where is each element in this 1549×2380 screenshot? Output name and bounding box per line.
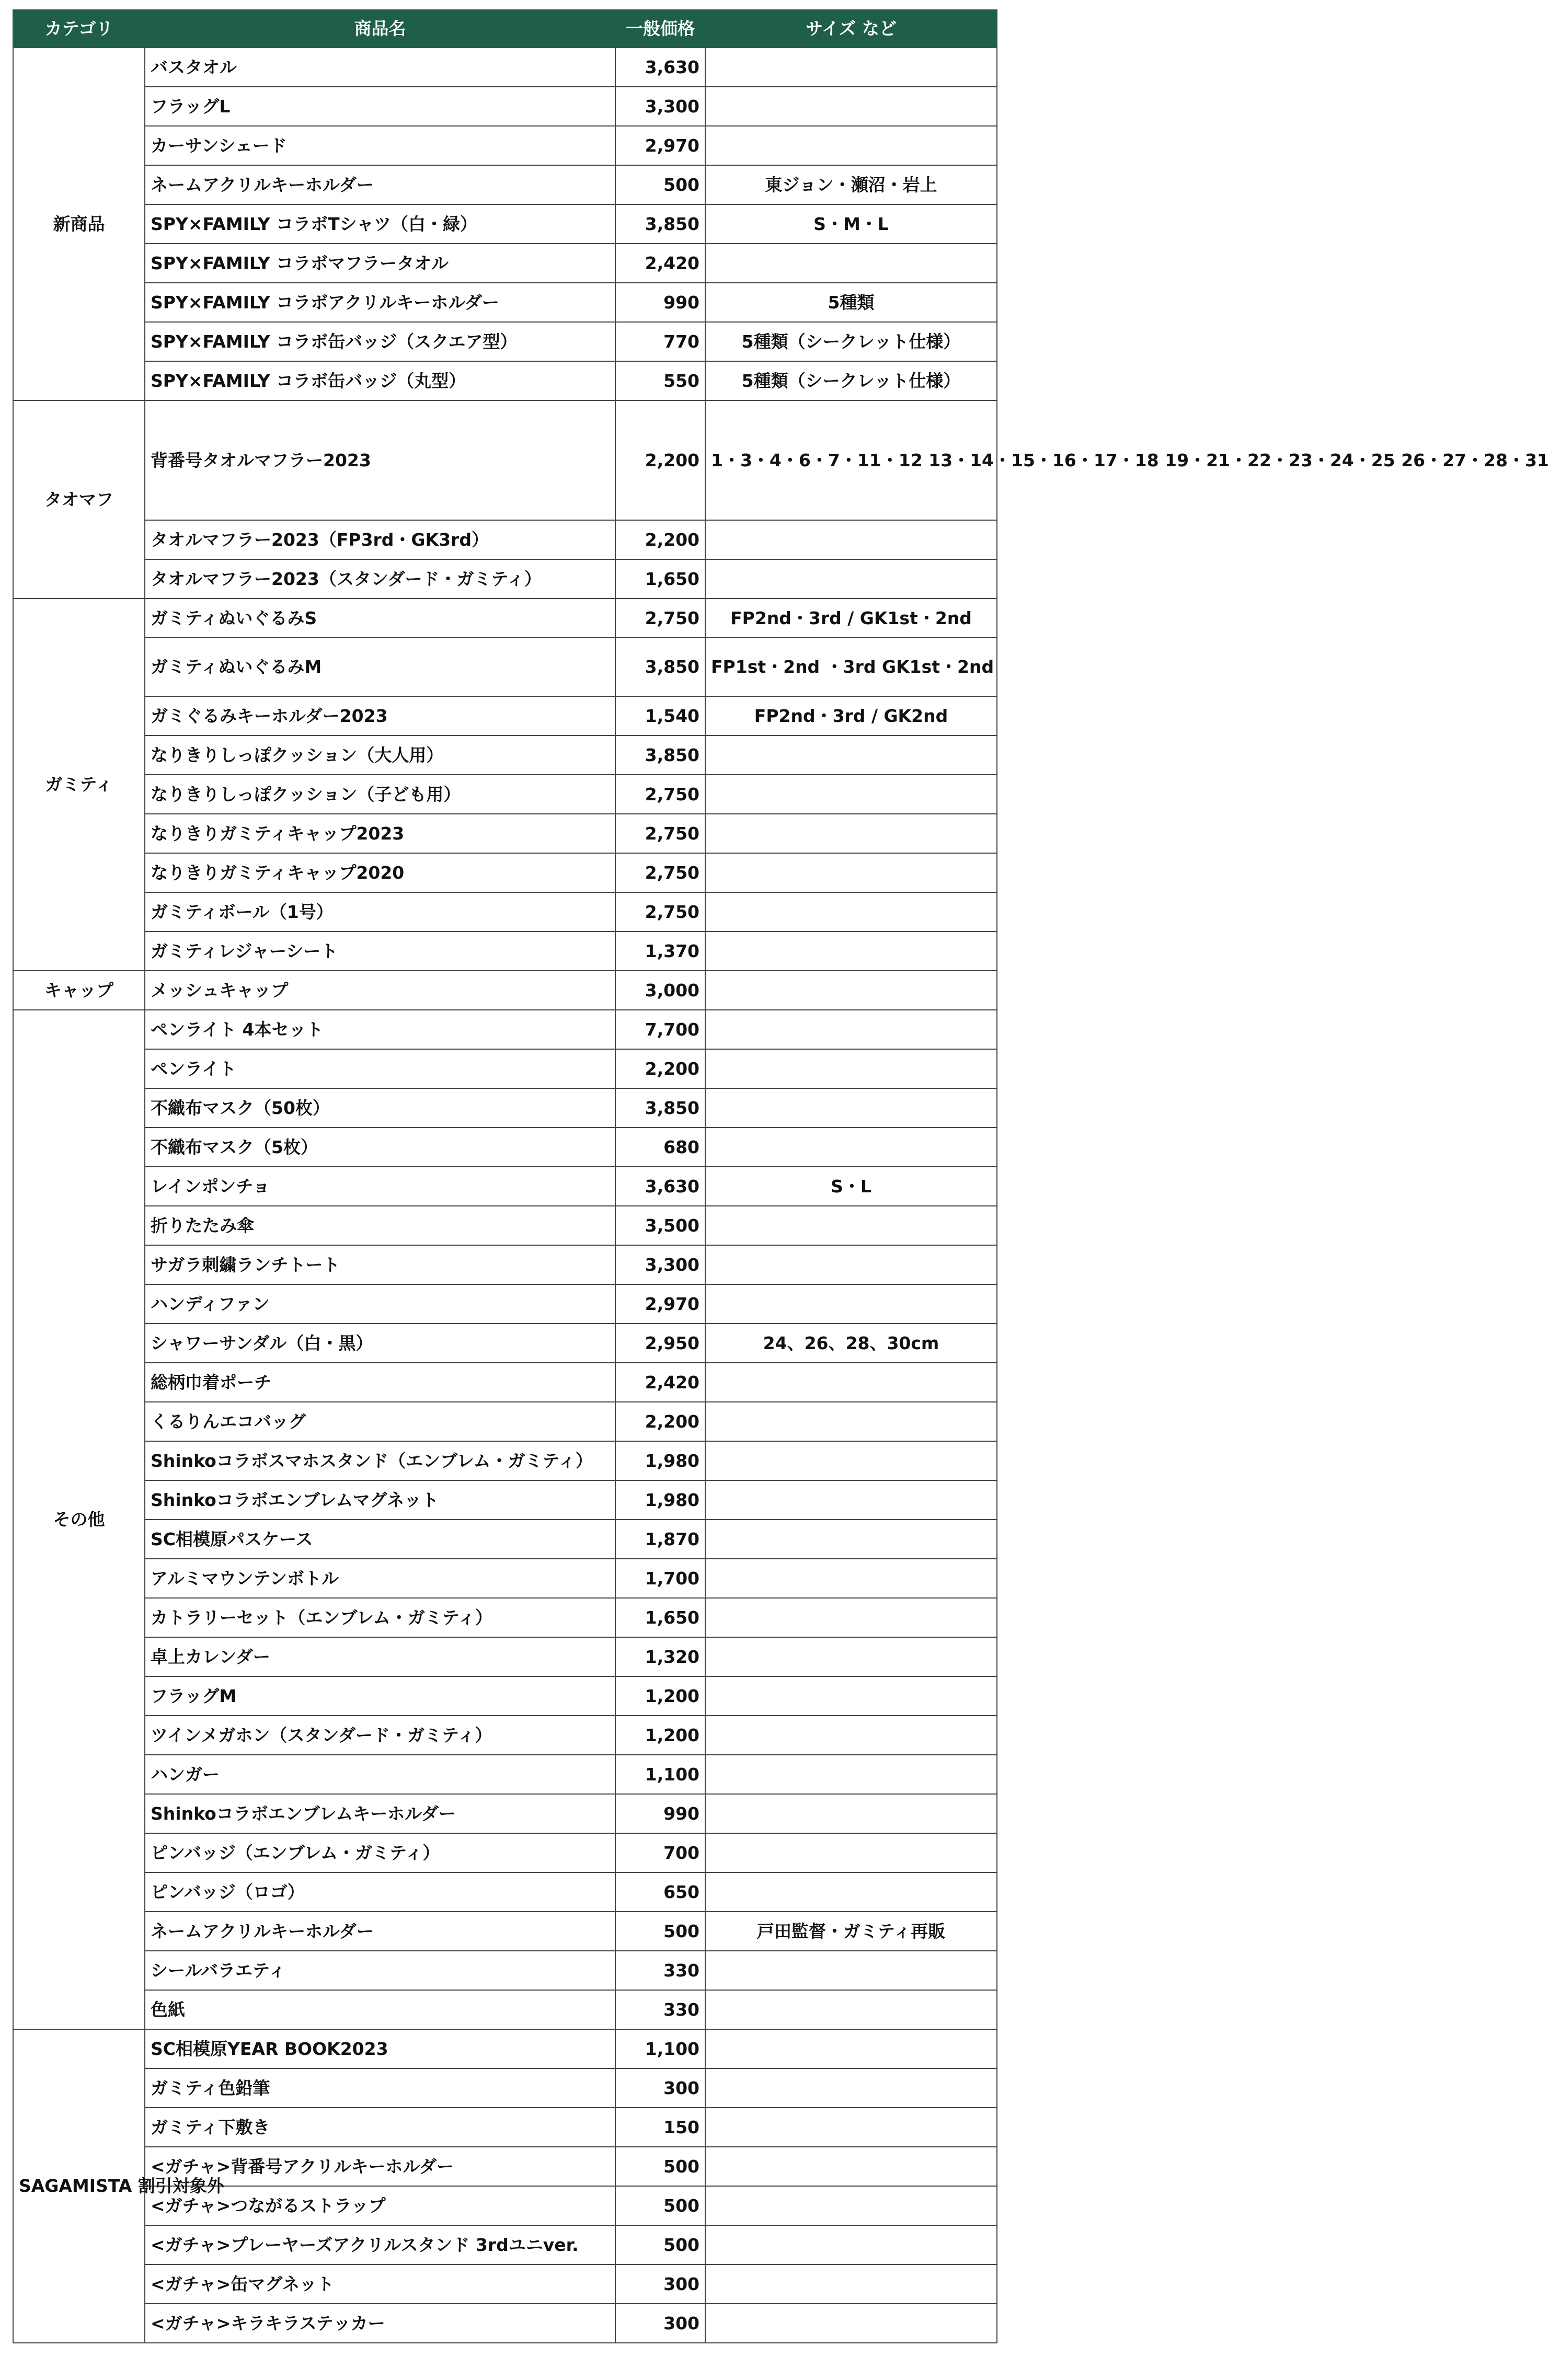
product-name-cell: ガミぐるみキーホルダー2023	[145, 696, 615, 735]
table-row	[13, 1049, 997, 1088]
table-row	[13, 559, 997, 599]
price-cell: 700	[615, 1833, 705, 1872]
product-name-cell: 不織布マスク（5枚）	[145, 1128, 615, 1167]
size-cell	[705, 559, 997, 599]
category-cell: キャップ	[13, 971, 145, 1010]
table-row	[13, 1088, 997, 1128]
price-cell: 500	[615, 2147, 705, 2186]
table-row	[13, 2029, 997, 2068]
size-cell: S・M・L	[705, 204, 997, 244]
table-row	[13, 2225, 997, 2264]
size-cell	[705, 1794, 997, 1833]
price-cell: 3,850	[615, 638, 705, 696]
price-cell: 2,970	[615, 126, 705, 165]
table-row	[13, 775, 997, 814]
price-cell: 500	[615, 2186, 705, 2225]
price-cell: 1,700	[615, 1559, 705, 1598]
product-name-cell: ピンバッジ（エンブレム・ガミティ）	[145, 1833, 615, 1872]
table-row	[13, 322, 997, 361]
product-name-cell: フラッグL	[145, 87, 615, 126]
price-cell: 2,200	[615, 520, 705, 559]
price-cell: 1,100	[615, 2029, 705, 2068]
size-cell	[705, 1128, 997, 1167]
price-cell: 1,100	[615, 1755, 705, 1794]
table-row	[13, 1951, 997, 1990]
product-name-cell: 卓上カレンダー	[145, 1637, 615, 1676]
price-cell: 2,200	[615, 1402, 705, 1441]
product-name-cell: SC相模原パスケース	[145, 1520, 615, 1559]
table-row	[13, 853, 997, 892]
price-cell: 500	[615, 165, 705, 204]
size-cell	[705, 2225, 997, 2264]
table-row	[13, 1794, 997, 1833]
table-row	[13, 1912, 997, 1951]
price-cell: 990	[615, 1794, 705, 1833]
header-price: 一般価格	[615, 10, 705, 48]
size-cell	[705, 244, 997, 283]
size-cell	[705, 1402, 997, 1441]
size-cell	[705, 1245, 997, 1284]
price-list-table	[13, 9, 1549, 2343]
product-name-cell: ガミティ色鉛筆	[145, 2068, 615, 2108]
price-cell: 3,850	[615, 1088, 705, 1128]
table-row	[13, 2304, 997, 2343]
product-name-cell: <ガチャ>缶マグネット	[145, 2264, 615, 2304]
table-row	[13, 599, 997, 638]
table-body	[13, 48, 1549, 2343]
size-cell	[705, 87, 997, 126]
price-cell: 330	[615, 1990, 705, 2029]
table-row	[13, 1872, 997, 1912]
table-row	[13, 1676, 997, 1716]
table-row	[13, 1480, 997, 1520]
price-cell: 2,750	[615, 892, 705, 932]
category-cell: タオマフ	[13, 400, 145, 599]
size-cell	[705, 1951, 997, 1990]
product-name-cell: ハンガー	[145, 1755, 615, 1794]
product-name-cell: Shinkoコラボエンブレムキーホルダー	[145, 1794, 615, 1833]
price-cell: 1,320	[615, 1637, 705, 1676]
size-cell: FP2nd・3rd / GK1st・2nd	[705, 599, 997, 638]
product-name-cell: アルミマウンテンボトル	[145, 1559, 615, 1598]
product-name-cell: SPY×FAMILY コラボアクリルキーホルダー	[145, 283, 615, 322]
table-row	[13, 1010, 997, 1049]
size-cell	[705, 520, 997, 559]
size-cell	[705, 1559, 997, 1598]
size-cell: FP2nd・3rd / GK2nd	[705, 696, 997, 735]
table-row	[13, 520, 997, 559]
product-name-cell: くるりんエコバッグ	[145, 1402, 615, 1441]
header-category: カテゴリ	[13, 10, 145, 48]
price-cell: 1,200	[615, 1676, 705, 1716]
price-cell: 3,000	[615, 971, 705, 1010]
product-name-cell: サガラ刺繍ランチトート	[145, 1245, 615, 1284]
product-name-cell: カーサンシェード	[145, 126, 615, 165]
header-name: 商品名	[145, 10, 615, 48]
product-name-cell: バスタオル	[145, 48, 615, 87]
size-cell: 5種類	[705, 283, 997, 322]
product-name-cell: SPY×FAMILY コラボ缶バッジ（丸型）	[145, 361, 615, 400]
size-cell	[705, 2264, 997, 2304]
product-name-cell: ガミティ下敷き	[145, 2108, 615, 2147]
product-name-cell: なりきりしっぽクッション（子ども用）	[145, 775, 615, 814]
table-row	[13, 165, 997, 204]
price-cell: 500	[615, 1912, 705, 1951]
price-cell: 330	[615, 1951, 705, 1990]
size-cell	[705, 2304, 997, 2343]
size-cell	[705, 775, 997, 814]
product-name-cell: なりきりガミティキャップ2023	[145, 814, 615, 853]
product-name-cell: <ガチャ>キラキラステッカー	[145, 2304, 615, 2343]
size-cell	[705, 853, 997, 892]
product-name-cell: ツインメガホン（スタンダード・ガミティ）	[145, 1716, 615, 1755]
size-cell: 5種類（シークレット仕様）	[705, 322, 997, 361]
product-name-cell: <ガチャ>プレーヤーズアクリルスタンド 3rdユニver.	[145, 2225, 615, 2264]
size-cell	[705, 1833, 997, 1872]
price-cell: 990	[615, 283, 705, 322]
price-cell: 680	[615, 1128, 705, 1167]
product-name-cell: ペンライト 4本セット	[145, 1010, 615, 1049]
price-cell: 1,370	[615, 932, 705, 971]
size-cell	[705, 2186, 997, 2225]
table-row	[13, 1167, 997, 1206]
size-cell	[705, 1872, 997, 1912]
product-name-cell: メッシュキャップ	[145, 971, 615, 1010]
price-cell: 3,630	[615, 48, 705, 87]
product-name-cell: Shinkoコラボエンブレムマグネット	[145, 1480, 615, 1520]
size-cell	[705, 892, 997, 932]
table-row	[13, 400, 997, 520]
product-name-cell: ガミティレジャーシート	[145, 932, 615, 971]
table-row	[13, 1716, 997, 1755]
size-cell	[705, 1676, 997, 1716]
product-name-cell: ネームアクリルキーホルダー	[145, 165, 615, 204]
table-header	[13, 10, 997, 48]
size-cell: 戸田監督・ガミティ再販	[705, 1912, 997, 1951]
header-size: サイズ など	[705, 10, 997, 48]
product-name-cell: 背番号タオルマフラー2023	[145, 400, 615, 520]
product-name-cell: カトラリーセット（エンブレム・ガミティ）	[145, 1598, 615, 1637]
size-cell	[705, 1520, 997, 1559]
size-cell: 24、26、28、30cm	[705, 1324, 997, 1363]
price-cell: 1,870	[615, 1520, 705, 1559]
price-cell: 3,850	[615, 204, 705, 244]
table-row	[13, 1324, 997, 1363]
price-cell: 3,300	[615, 87, 705, 126]
product-name-cell: ピンバッジ（ロゴ）	[145, 1872, 615, 1912]
price-cell: 1,540	[615, 696, 705, 735]
price-cell: 2,750	[615, 853, 705, 892]
price-cell: 500	[615, 2225, 705, 2264]
table-row	[13, 87, 997, 126]
price-cell: 3,850	[615, 735, 705, 775]
table-row	[13, 1284, 997, 1324]
table-row	[13, 361, 997, 400]
price-cell: 3,500	[615, 1206, 705, 1245]
price-cell: 7,700	[615, 1010, 705, 1049]
table-row	[13, 244, 997, 283]
table-row	[13, 1245, 997, 1284]
product-name-cell: 総柄巾着ポーチ	[145, 1363, 615, 1402]
table-row	[13, 1520, 997, 1559]
size-cell	[705, 1480, 997, 1520]
table-row	[13, 1833, 997, 1872]
product-name-cell: 色紙	[145, 1990, 615, 2029]
table-row	[13, 1402, 997, 1441]
size-cell: 東ジョン・瀬沼・岩上	[705, 165, 997, 204]
table-row	[13, 1598, 997, 1637]
size-cell: 1・3・4・6・7・11・12 13・14・15・16・17・18 19・21・22・23・24・25 26・27・28・31	[705, 400, 997, 520]
table-row	[13, 1637, 997, 1676]
price-cell: 150	[615, 2108, 705, 2147]
size-cell	[705, 2147, 997, 2186]
size-cell	[705, 814, 997, 853]
price-cell: 2,950	[615, 1324, 705, 1363]
price-cell: 1,980	[615, 1441, 705, 1480]
price-cell: 1,650	[615, 1598, 705, 1637]
product-name-cell: Shinkoコラボスマホスタンド（エンブレム・ガミティ）	[145, 1441, 615, 1480]
table-row	[13, 1206, 997, 1245]
table-row	[13, 126, 997, 165]
price-cell: 300	[615, 2304, 705, 2343]
price-cell: 1,650	[615, 559, 705, 599]
size-cell	[705, 1284, 997, 1324]
table-row	[13, 1441, 997, 1480]
size-cell	[705, 2068, 997, 2108]
product-name-cell: ガミティぬいぐるみS	[145, 599, 615, 638]
product-name-cell: SPY×FAMILY コラボTシャツ（白・緑）	[145, 204, 615, 244]
table-row	[13, 892, 997, 932]
category-cell: その他	[13, 1010, 145, 2029]
price-cell: 3,630	[615, 1167, 705, 1206]
table-row	[13, 2068, 997, 2108]
product-name-cell: なりきりガミティキャップ2020	[145, 853, 615, 892]
price-cell: 770	[615, 322, 705, 361]
table-row	[13, 283, 997, 322]
product-name-cell: ネームアクリルキーホルダー	[145, 1912, 615, 1951]
table-row	[13, 204, 997, 244]
price-cell: 300	[615, 2068, 705, 2108]
product-name-cell: シールバラエティ	[145, 1951, 615, 1990]
product-name-cell: タオルマフラー2023（FP3rd・GK3rd）	[145, 520, 615, 559]
price-cell: 2,970	[615, 1284, 705, 1324]
table-row	[13, 2264, 997, 2304]
table-row	[13, 814, 997, 853]
category-cell: SAGAMISTA 割引対象外	[13, 2029, 145, 2343]
price-cell: 2,200	[615, 400, 705, 520]
price-cell: 1,980	[615, 1480, 705, 1520]
price-cell: 2,750	[615, 775, 705, 814]
table-row	[13, 1363, 997, 1402]
size-cell: 5種類（シークレット仕様）	[705, 361, 997, 400]
table-row	[13, 638, 997, 696]
price-cell: 2,420	[615, 1363, 705, 1402]
size-cell	[705, 1088, 997, 1128]
price-cell: 2,750	[615, 814, 705, 853]
product-name-cell: 不織布マスク（50枚）	[145, 1088, 615, 1128]
size-cell	[705, 2108, 997, 2147]
size-cell	[705, 1990, 997, 2029]
category-cell: ガミティ	[13, 599, 145, 971]
product-name-cell: ハンディファン	[145, 1284, 615, 1324]
size-cell	[705, 1363, 997, 1402]
price-cell: 550	[615, 361, 705, 400]
product-name-cell: SPY×FAMILY コラボマフラータオル	[145, 244, 615, 283]
category-cell: 新商品	[13, 48, 145, 400]
product-name-cell: SC相模原YEAR BOOK2023	[145, 2029, 615, 2068]
product-name-cell: ペンライト	[145, 1049, 615, 1088]
size-cell	[705, 2029, 997, 2068]
size-cell	[705, 126, 997, 165]
product-name-cell: <ガチャ>背番号アクリルキーホルダー	[145, 2147, 615, 2186]
size-cell	[705, 1716, 997, 1755]
product-name-cell: タオルマフラー2023（スタンダード・ガミティ）	[145, 559, 615, 599]
table-row	[13, 696, 997, 735]
price-cell: 300	[615, 2264, 705, 2304]
size-cell: FP1st・2nd ・3rd GK1st・2nd	[705, 638, 997, 696]
table-row	[13, 1559, 997, 1598]
product-name-cell: シャワーサンダル（白・黒）	[145, 1324, 615, 1363]
size-cell	[705, 1755, 997, 1794]
product-name-cell: SPY×FAMILY コラボ缶バッジ（スクエア型）	[145, 322, 615, 361]
size-cell	[705, 971, 997, 1010]
size-cell	[705, 1206, 997, 1245]
size-cell	[705, 735, 997, 775]
price-cell: 2,420	[615, 244, 705, 283]
table-row	[13, 1990, 997, 2029]
table-row	[13, 735, 997, 775]
product-name-cell: <ガチャ>つながるストラップ	[145, 2186, 615, 2225]
header-row	[13, 10, 997, 48]
product-name-cell: ガミティぬいぐるみM	[145, 638, 615, 696]
size-cell	[705, 1598, 997, 1637]
table-row	[13, 48, 997, 87]
table-row	[13, 1128, 997, 1167]
product-name-cell: フラッグM	[145, 1676, 615, 1716]
size-cell	[705, 1049, 997, 1088]
price-cell: 2,200	[615, 1049, 705, 1088]
table-row	[13, 932, 997, 971]
table-row	[13, 1755, 997, 1794]
product-name-cell: ガミティボール（1号）	[145, 892, 615, 932]
price-cell: 2,750	[615, 599, 705, 638]
size-cell	[705, 48, 997, 87]
size-cell	[705, 1010, 997, 1049]
product-name-cell: 折りたたみ傘	[145, 1206, 615, 1245]
product-name-cell: なりきりしっぽクッション（大人用）	[145, 735, 615, 775]
size-cell	[705, 932, 997, 971]
price-cell: 1,200	[615, 1716, 705, 1755]
price-cell: 650	[615, 1872, 705, 1912]
price-cell: 3,300	[615, 1245, 705, 1284]
table-row	[13, 2108, 997, 2147]
size-cell	[705, 1441, 997, 1480]
product-name-cell: レインポンチョ	[145, 1167, 615, 1206]
size-cell	[705, 1637, 997, 1676]
table-row	[13, 971, 997, 1010]
size-cell: S・L	[705, 1167, 997, 1206]
